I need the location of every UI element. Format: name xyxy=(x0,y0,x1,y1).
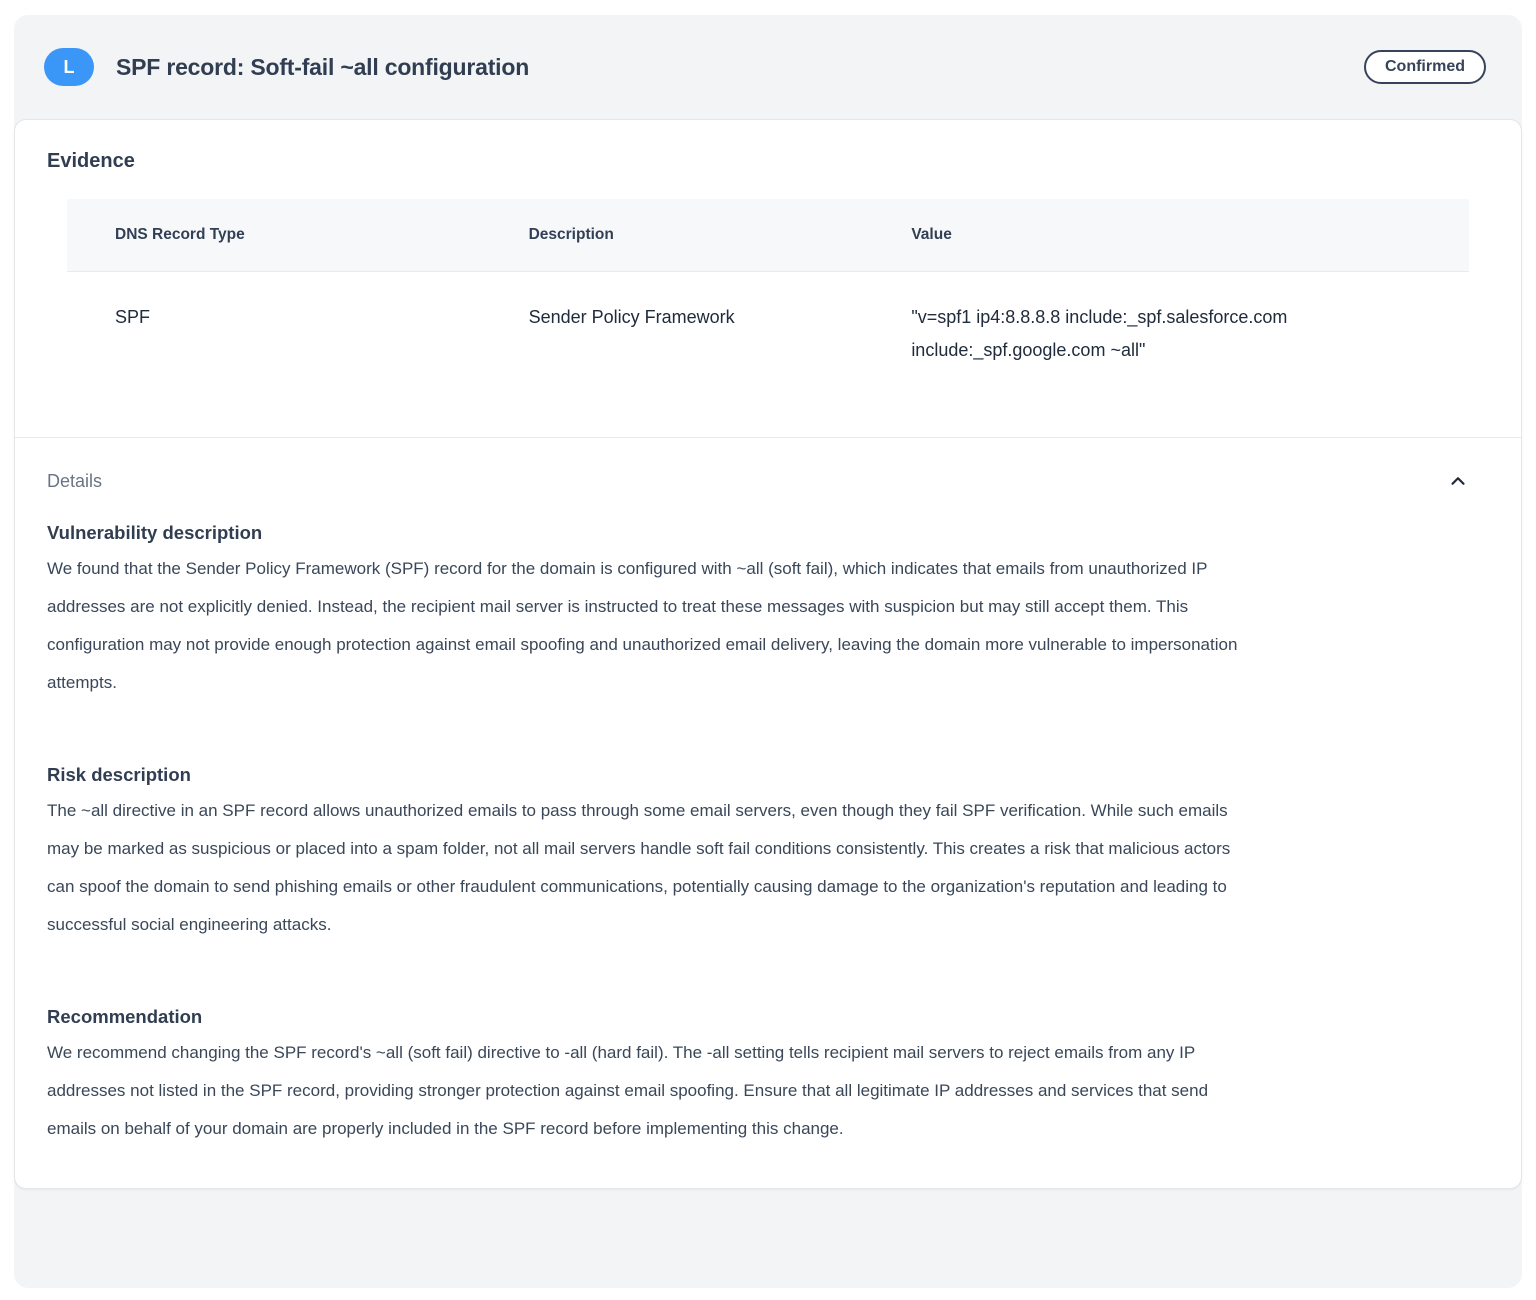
details-collapse-header[interactable] xyxy=(47,468,1489,494)
table-header-row xyxy=(67,199,1469,271)
finding-card-body xyxy=(14,119,1522,1189)
details-section xyxy=(15,438,1521,1188)
column-header-dns-record-type: DNS Record Type xyxy=(115,226,245,243)
table-row xyxy=(67,271,1469,401)
vulnerability-description-title: Vulnerability description xyxy=(47,522,263,543)
collapse-details-button[interactable] xyxy=(1445,468,1471,494)
severity-badge: L xyxy=(44,48,94,86)
risk-description-block xyxy=(47,760,1252,944)
recommendation-block xyxy=(47,1002,1252,1148)
column-header-description: Description xyxy=(528,226,614,243)
status-badge-confirmed[interactable]: Confirmed xyxy=(1364,50,1486,84)
cell-description: Sender Policy Framework xyxy=(528,307,735,327)
evidence-section xyxy=(15,120,1521,437)
recommendation-body: We recommend changing the SPF record's ~all (soft fail) directive to -all (hard fail). The -all setting tells recipient mail servers to reject emails from any IP addresses not listed in the SPF record, providing stronger protection against email spoofing. Ensure that all legitimate IP addresses and services that send emails on behalf of your domain are properly included in the SPF record before implementing this change. xyxy=(47,1043,1209,1138)
recommendation-title: Recommendation xyxy=(47,1006,203,1027)
evidence-table xyxy=(67,199,1469,401)
finding-card xyxy=(14,15,1522,1288)
column-header-value: Value xyxy=(911,226,952,243)
risk-description-title: Risk description xyxy=(47,764,191,785)
cell-value: "v=spf1 ip4:8.8.8.8 include:_spf.salesforce.com include:_spf.google.com ~all" xyxy=(911,307,1288,360)
finding-card-header xyxy=(14,15,1522,119)
cell-dns-record-type: SPF xyxy=(115,307,151,327)
evidence-heading: Evidence xyxy=(47,150,135,172)
risk-description-body: The ~all directive in an SPF record allows unauthorized emails to pass through some email servers, even though they fail SPF verification. While such emails may be marked as suspicious or placed into a spam folder, not all mail servers handle soft fail conditions consistently. This creates a risk that malicious actors can spoof the domain to send phishing emails or other fraudulent communications, potentially causing damage to the organization's reputation and leading to successful social engineering attacks. xyxy=(47,801,1231,934)
chevron-up-icon xyxy=(1447,470,1469,492)
page-title: SPF record: Soft-fail ~all configuration xyxy=(116,53,530,80)
vulnerability-description-body: We found that the Sender Policy Framework (SPF) record for the domain is configured with ~all (soft fail), which indicates that emails from unauthorized IP addresses are not explicitly denied. Instead, the recipient mail server is instructed to treat these messages with suspicion but may still accept them. This configuration may not provide enough protection against email spoofing and unauthorized email delivery, leaving the domain more vulnerable to impersonation attempts. xyxy=(47,559,1238,692)
details-label: Details xyxy=(47,470,103,491)
vulnerability-description-block xyxy=(47,518,1252,702)
